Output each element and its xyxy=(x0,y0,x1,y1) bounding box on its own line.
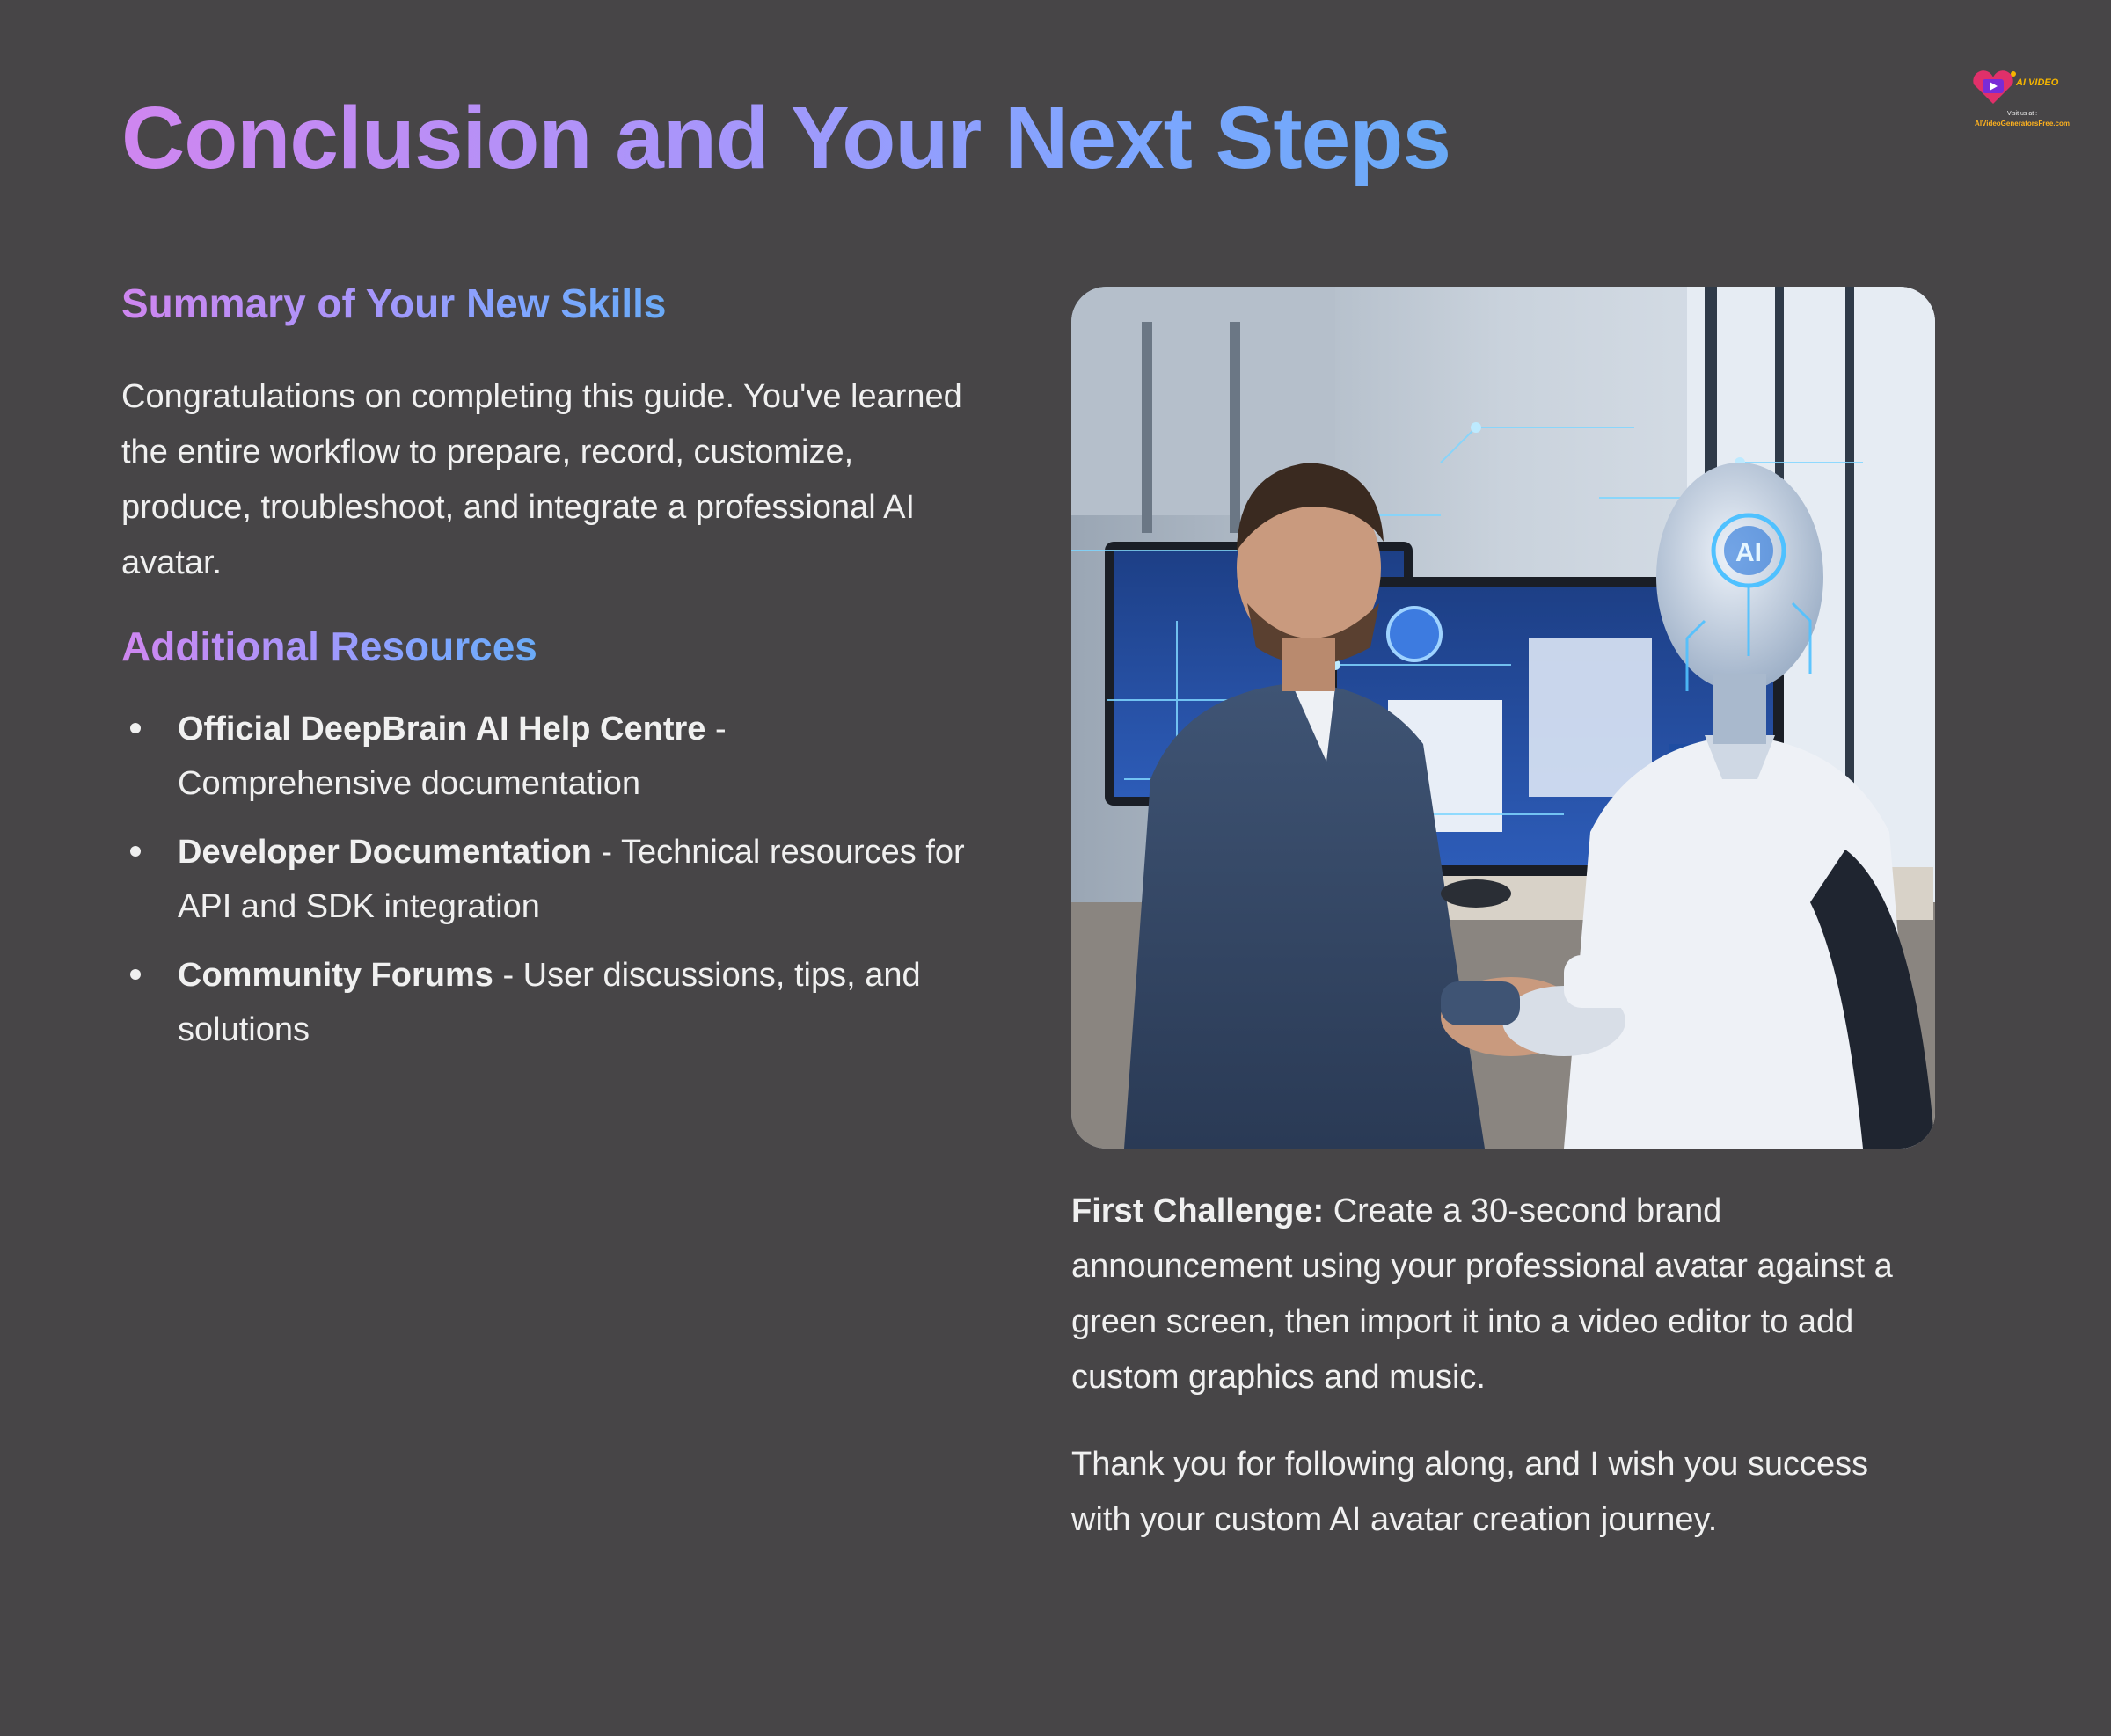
logo-brand-text: AI VIDEO xyxy=(2016,77,2059,88)
summary-heading: Summary of Your New Skills xyxy=(121,281,667,326)
resource-desc: - Technical resources for API and SDK integration xyxy=(178,834,965,925)
logo-url-link[interactable]: AIVideoGeneratorsFree.com xyxy=(1975,120,2070,128)
office-handshake-illustration xyxy=(1071,287,1935,1149)
resource-title: Developer Documentation xyxy=(178,834,592,871)
resources-list xyxy=(121,702,966,1071)
resource-title: Official DeepBrain AI Help Centre xyxy=(178,711,706,748)
challenge-label: First Challenge: xyxy=(1071,1193,1325,1229)
play-heart-icon xyxy=(1967,69,2020,107)
robot-ai-label: AI xyxy=(1735,538,1762,567)
challenge-text xyxy=(1071,1184,1935,1405)
challenge-body: Create a 30-second brand announcement using your professional avatar against a green screen, then import it into a video editor to add custom graphics and music. xyxy=(1071,1193,1893,1396)
hero-image xyxy=(1071,287,1935,1149)
summary-text: Congratulations on completing this guide. You've learned the entire workflow to prepare, record, customize, produce, troubleshoot, and integrate a professional AI avatar. xyxy=(121,378,962,581)
resource-item-developer-docs[interactable] xyxy=(121,825,966,934)
bullet-icon xyxy=(130,846,141,857)
resource-item-help-centre[interactable] xyxy=(121,702,966,811)
resource-desc: - Comprehensive documentation xyxy=(178,711,727,802)
logo-visit-text: Visit us at : xyxy=(2006,111,2038,117)
resource-title: Community Forums xyxy=(178,957,493,994)
bullet-icon xyxy=(130,723,141,733)
brand-logo[interactable] xyxy=(1956,65,2088,135)
resources-heading: Additional Resources xyxy=(121,624,537,669)
resource-item-community-forums[interactable] xyxy=(121,948,966,1057)
closing-text: Thank you for following along, and I wish you success with your custom AI avatar creation journey. xyxy=(1071,1446,1869,1538)
bullet-icon xyxy=(130,969,141,980)
page-title: Conclusion and Your Next Steps xyxy=(121,89,1450,187)
resource-desc: - User discussions, tips, and solutions xyxy=(178,957,921,1048)
